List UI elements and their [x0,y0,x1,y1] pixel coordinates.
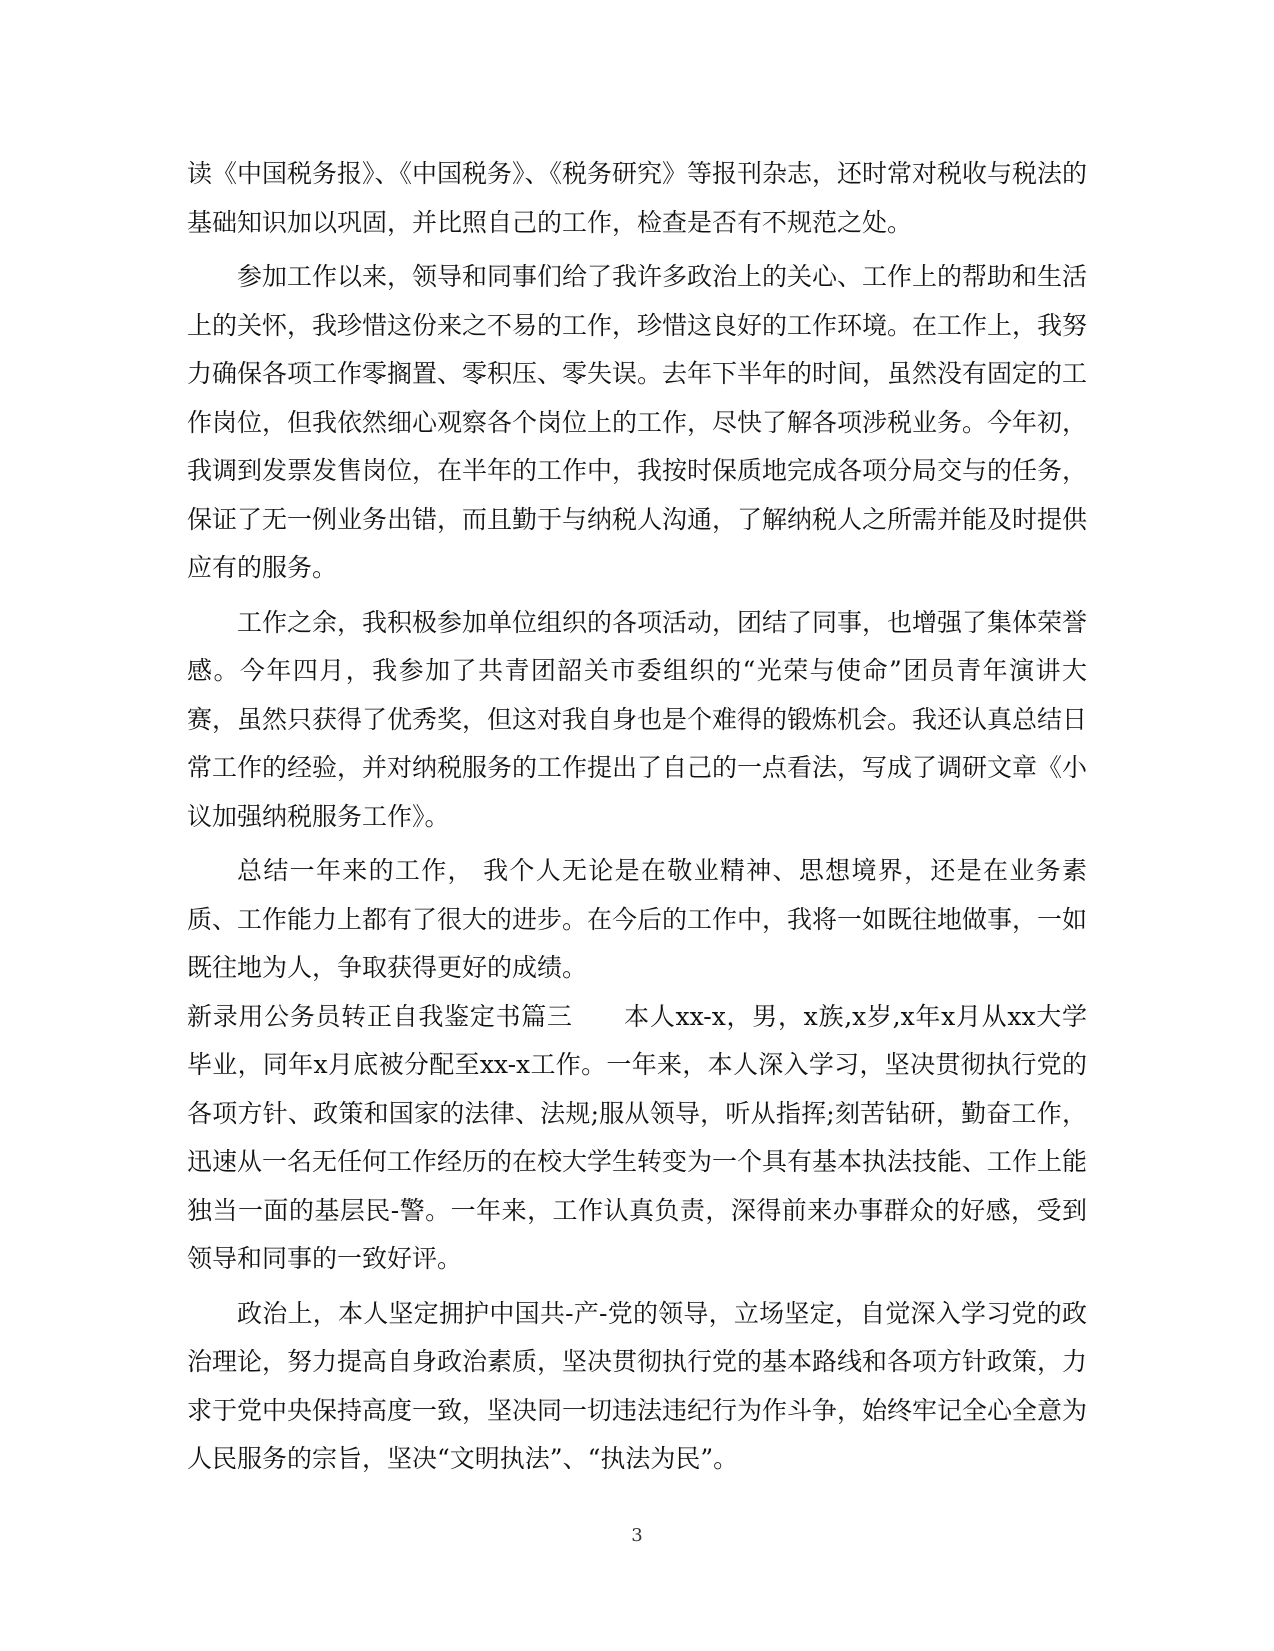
paragraph-4: 总结一年来的工作， 我个人无论是在敬业精神、思想境界，还是在业务素质、工作能力上都有了很大的进步。在今后的工作中，我将一如既往地做事，一如既往地为人，争取获得更好的成绩。 [187,856,1088,982]
paragraph-2: 参加工作以来，领导和同事们给了我许多政治上的关心、工作上的帮助和生活上的关怀，我珍惜这份来之不易的工作，珍惜这良好的工作环境。在工作上，我努力确保各项工作零搁置、零积压、零失误。去年下半年的时间，虽然没有固定的工作岗位，但我依然细心观察各个岗位上的工作，尽快了解各项涉税业务。今年初，我调到发票发售岗位，在半年的工作中，我按时保质地完成各项分局交与的任务，保证了无一例业务出错，而且勤于与纳税人沟通，了解纳税人之所需并能及时提供应有的服务。 [187,262,1088,582]
paragraph-1: 读《中国税务报》、《中国税务》、《税务研究》等报刊杂志，还时常对税收与税法的基础知识加以巩固，并比照自己的工作，检查是否有不规范之处。 [187,159,1088,237]
paragraph-6: 政治上，本人坚定拥护中国共-产-党的领导，立场坚定，自觉深入学习党的政治理论，努力提高自身政治素质，坚决贯彻执行党的基本路线和各项方针政策，力求于党中央保持高度一致，坚决同一切违法违纪行为作斗争，始终牢记全心全意为人民服务的宗旨，坚决“文明执法”、“执法为民”。 [187,1298,1088,1473]
page-number: 3 [631,1525,643,1546]
paragraph-5: 新录用公务员转正自我鉴定书篇三 本人xx-x，男，x族,x岁,x年x月从xx大学毕业，同年x月底被分配至xx-x工作。一年来，本人深入学习，坚决贯彻执行党的各项方针、政策和国家的法律、法规;服从领导，听从指挥;刻苦钻研，勤奋工作，迅速从一名无任何工作经历的在校大学生转变为一个具有基本执法技能、工作上能独当一面的基层民-警。一年来，工作认真负责，深得前来办事群众的好感，受到领导和同事的一致好评。 [187,1001,1088,1273]
document-body [187,150,1087,1484]
paragraph-3: 工作之余，我积极参加单位组织的各项活动，团结了同事，也增强了集体荣誉感。今年四月，我参加了共青团韶关市委组织的“光荣与使命”团员青年演讲大赛，虽然只获得了优秀奖，但这对我自身也是个难得的锻炼机会。我还认真总结日常工作的经验，并对纳税服务的工作提出了自己的一点看法，写成了调研文章《小议加强纳税服务工作》。 [187,607,1088,831]
